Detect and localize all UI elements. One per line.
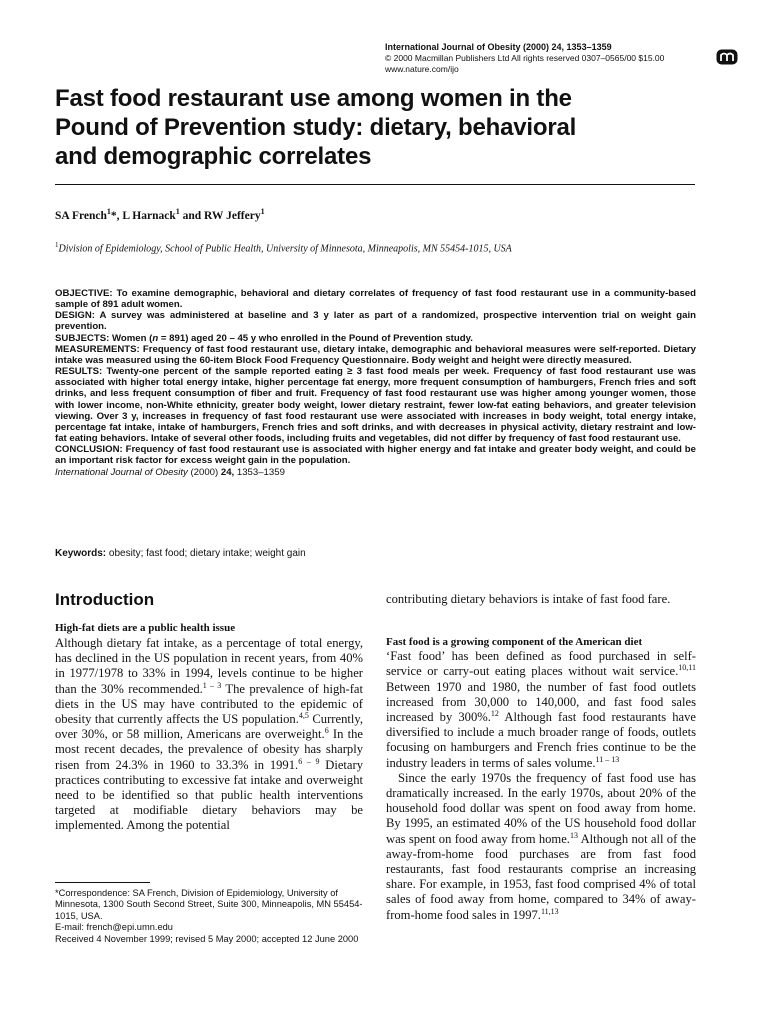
corresponding-author-mark: * — [110, 209, 117, 222]
abstract-citation — [55, 467, 696, 478]
abstract-subjects-text: = 891) aged 20 – 45 y who enrolled in the Pound of Prevention study. — [158, 332, 473, 344]
author-separator: , — [116, 209, 123, 222]
subsection-heading: High-fat diets are a public health issue — [55, 622, 236, 634]
affiliation-text: Division of Epidemiology, School of Public Health, University of Minnesota, Minneapolis, MN 55454-1015, USA — [58, 243, 512, 255]
title-line: Fast food restaurant use among women in the — [55, 85, 572, 112]
correspondence-footnote — [55, 888, 365, 945]
paragraph-text: Although fast food restaurants have diversified to include a much broader range of foods, outlets focusing on hamburgers and French fries continue to be the industry leaders in terms of sales volume. — [386, 710, 697, 770]
author-affiliation-mark: 1 — [260, 207, 265, 216]
reference-marker: 11,13 — [540, 906, 559, 916]
footnote-divider — [55, 882, 150, 883]
citation-volume: 24, — [220, 466, 235, 478]
paragraph-text: The prevalence of high-fat diets in the US may have contributed to the epidemic of obesity that currently affects the US population. — [55, 681, 364, 727]
author-separator: and — [179, 209, 205, 222]
reference-marker: 1 – 3 — [202, 680, 222, 690]
subsection-heading: Fast food is a growing component of the American diet — [386, 636, 643, 649]
publisher-logo-icon — [716, 49, 738, 65]
body-paragraph — [386, 649, 696, 771]
correspondence-address: *Correspondence: SA French, Division of Epidemiology, University of Minnesota, 1300 South Second Street, Suite 300, Minneapolis, MN 55454-1015, USA. — [55, 888, 363, 921]
body-paragraph — [55, 636, 363, 834]
body-paragraph-continued: contributing dietary behaviors is intake of fast food fare. — [386, 592, 671, 606]
citation-year: (2000) — [187, 466, 221, 478]
abstract-subjects-text: SUBJECTS: Women ( — [55, 332, 153, 344]
abstract-subjects — [55, 333, 696, 344]
citation-journal: International Journal of Obesity — [55, 466, 188, 478]
abstract-objective: OBJECTIVE: To examine demographic, behavioral and dietary correlates of frequency of fast food restaurant use in a community-based sample of 891 adult women. — [55, 288, 696, 311]
right-column — [386, 592, 696, 923]
keywords-text: obesity; fast food; dietary intake; weight gain — [106, 548, 306, 559]
reference-marker: 6 — [324, 726, 329, 736]
reference-marker: 12 — [490, 708, 499, 718]
title-line: and demographic correlates — [55, 143, 372, 170]
author-name: L Harnack — [122, 209, 176, 222]
author-affiliation-mark: 1 — [106, 207, 111, 216]
left-column — [55, 590, 363, 834]
correspondence-email: E-mail: french@epi.umn.edu — [55, 922, 173, 933]
abstract — [55, 288, 696, 478]
affiliation — [55, 241, 512, 254]
reference-marker: 6 – 9 — [298, 756, 320, 766]
journal-header — [385, 42, 715, 75]
paragraph-text: Dietary practices contributing to excessive fat intake and overweight need to be identified so that public health interventions targeted at modifiable dietary behaviors may be implemented. Among the potential — [55, 757, 363, 833]
abstract-results: RESULTS: Twenty-one percent of the sample reported eating ≥ 3 fast food meals per week. Frequency of fast food restaurant use was associated with higher total energy intake, higher percentage fat energy, more frequent consumption of hamburgers, French fries and soft drinks, and less frequent consumption of fiber and fruit. Frequency of fast food restaurant use was higher among younger women, those with lower income, non-White ethnicity, greater body weight, lower dietary restraint, fewer low-fat eating behaviors, and greater television viewing. Over 3 y, increases in frequency of fast food restaurant use were associated with increases in body weight, total energy intake, percentage fat intake, intake of hamburgers, French fries and soft drinks, and with decreases in physical activity, dietary restraint and low-fat eating behaviors. Intake of several other foods, including fruits and vegetables, did not differ by frequency of fast food restaurant use. — [55, 366, 696, 445]
body-paragraph — [386, 771, 696, 923]
author-name: RW Jeffery — [204, 209, 261, 222]
author-name: SA French — [55, 209, 107, 222]
paragraph-text: In the most recent decades, the prevalence of obesity has sharply risen from 24.3% in 1960 to 33.3% in 1991. — [55, 727, 363, 772]
paragraph-text: Between 1970 and 1980, the number of fast food outlets increased from 30,000 to 140,000, and fast food sales increased by 300%. — [386, 679, 696, 725]
journal-url: www.nature.com/ijo — [385, 64, 459, 74]
reference-marker: 13 — [569, 830, 578, 840]
author-affiliation-mark: 1 — [175, 207, 180, 216]
paragraph-text: Currently, over 30%, or 58 million, Americans are overweight. — [55, 712, 363, 742]
reference-marker: 11 – 13 — [595, 754, 620, 764]
keywords-label: Keywords: — [55, 548, 107, 559]
citation-pages: 1353–1359 — [234, 466, 285, 478]
journal-citation: International Journal of Obesity (2000) 24, 1353–1359 — [385, 42, 612, 52]
affiliation-mark: 1 — [55, 241, 59, 249]
paragraph-text: Although dietary fat intake, as a percentage of total energy, has declined in the US population in recent years, from 40% in 1977/1978 to 33% in 1994, levels continue to be higher than the 30% recommended. — [55, 636, 363, 696]
abstract-design: DESIGN: A survey was administered at baseline and 3 y later as part of a randomized, prospective intervention trial on weight gain prevention. — [55, 310, 696, 333]
title-divider — [55, 184, 695, 185]
paragraph-text: Since the early 1970s the frequency of fast food use has dramatically increased. In the early 1970s, about 20% of the household food dollar was spent on food away from home. By 1995, an estimated 40% of the US household food dollar was spent on food away from home. — [386, 770, 696, 846]
copyright-line: © 2000 Macmillan Publishers Ltd All rights reserved 0307–0565/00 $15.00 — [385, 53, 665, 63]
received-dates: Received 4 November 1999; revised 5 May 2000; accepted 12 June 2000 — [55, 933, 359, 944]
section-heading-introduction: Introduction — [55, 590, 155, 609]
abstract-measurements: MEASUREMENTS: Frequency of fast food restaurant use, dietary intake, demographic and behavioral measures were self-reported. Dietary intake was measured using the 60-item Block Food Frequency Questionnaire. Body weight and height were directly measured. — [55, 343, 696, 366]
reference-marker: 4,5 — [298, 710, 309, 720]
paragraph-text: ‘Fast food’ has been defined as food purchased in self-service or carry-out eating places without wait service. — [386, 649, 696, 679]
abstract-conclusion: CONCLUSION: Frequency of fast food restaurant use is associated with higher energy and fat intake and greater body weight, and could be an important risk factor for excess weight gain in the population. — [55, 444, 696, 467]
article-title — [55, 84, 715, 171]
paragraph-text: Although not all of the away-from-home food purchases are from fast food restaurants, fast food restaurants comprise an increasing share. For example, in 1953, fast food comprised 4% of total sales of food away from home, compared to 34% of away-from-home food sales in 1997. — [386, 831, 696, 922]
reference-marker: 10,11 — [678, 663, 696, 673]
keywords — [55, 548, 306, 559]
title-line: Pound of Prevention study: dietary, behavioral — [55, 114, 577, 141]
abstract-subjects-n: n — [152, 332, 159, 344]
author-list — [55, 207, 265, 222]
